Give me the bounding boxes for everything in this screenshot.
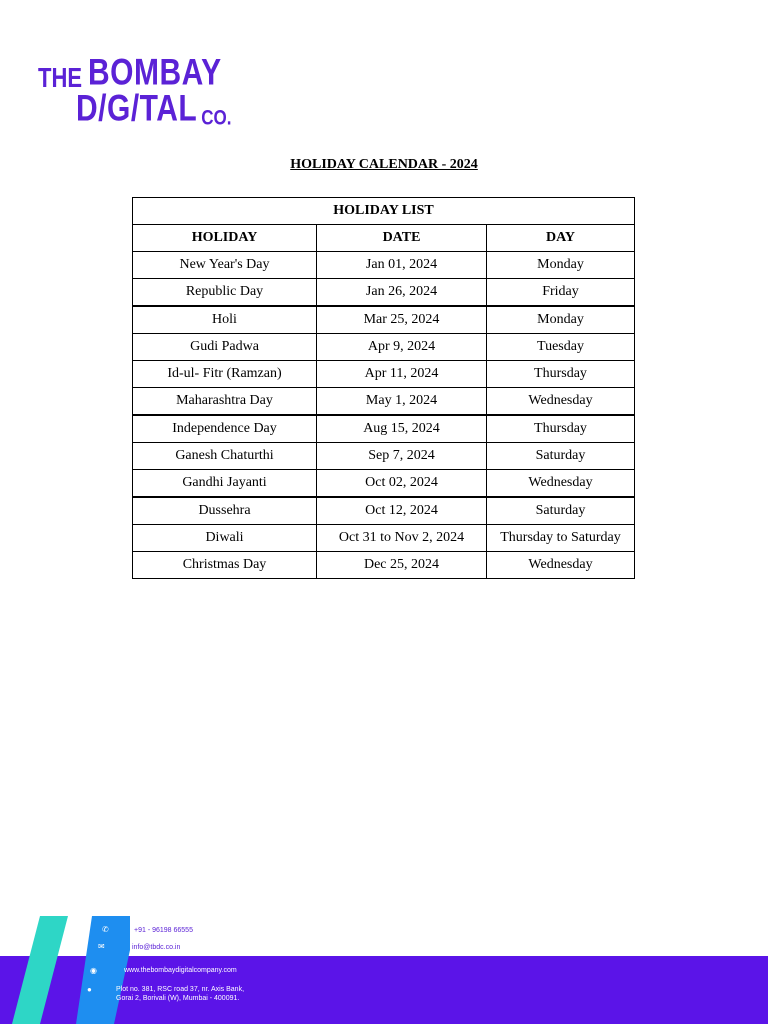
phone-icon: ✆ <box>102 925 109 934</box>
holiday-name: Independence Day <box>133 415 317 443</box>
logo-the: THE <box>38 62 82 94</box>
table-row <box>133 525 635 552</box>
holiday-day: Thursday <box>487 415 635 443</box>
holiday-name: New Year's Day <box>133 252 317 279</box>
holiday-day: Monday <box>487 306 635 334</box>
holiday-name: Republic Day <box>133 279 317 307</box>
column-header-date: DATE <box>317 225 487 252</box>
table-row <box>133 470 635 498</box>
table-row <box>133 361 635 388</box>
table-row <box>133 334 635 361</box>
table-row <box>133 415 635 443</box>
website-text: www.thebombaydigitalcompany.com <box>124 967 237 974</box>
company-logo <box>38 52 232 130</box>
mail-icon: ✉ <box>98 942 105 951</box>
holiday-date: Dec 25, 2024 <box>317 552 487 579</box>
holiday-date: May 1, 2024 <box>317 388 487 416</box>
holiday-day: Monday <box>487 252 635 279</box>
holiday-name: Dussehra <box>133 497 317 525</box>
logo-digital: D/G/TAL <box>76 88 198 130</box>
address-line-2: Gorai 2, Borivali (W), Mumbai - 400091. <box>116 995 240 1002</box>
holiday-day: Wednesday <box>487 388 635 416</box>
table-row <box>133 388 635 416</box>
holiday-date: Apr 11, 2024 <box>317 361 487 388</box>
globe-icon: ◉ <box>90 966 97 975</box>
holiday-date: Apr 9, 2024 <box>317 334 487 361</box>
holiday-day: Wednesday <box>487 552 635 579</box>
holiday-name: Gandhi Jayanti <box>133 470 317 498</box>
column-header-day: DAY <box>487 225 635 252</box>
holiday-date: Aug 15, 2024 <box>317 415 487 443</box>
holiday-date: Oct 12, 2024 <box>317 497 487 525</box>
table-row <box>133 443 635 470</box>
table-row <box>133 497 635 525</box>
email-text: info@tbdc.co.in <box>132 944 181 951</box>
holiday-name: Holi <box>133 306 317 334</box>
holiday-name: Id-ul- Fitr (Ramzan) <box>133 361 317 388</box>
table-row <box>133 279 635 307</box>
holiday-day: Friday <box>487 279 635 307</box>
holiday-day: Saturday <box>487 443 635 470</box>
column-header-holiday: HOLIDAY <box>133 225 317 252</box>
footer-graphic <box>0 900 768 1024</box>
holiday-name: Diwali <box>133 525 317 552</box>
holiday-day: Saturday <box>487 497 635 525</box>
holiday-name: Ganesh Chaturthi <box>133 443 317 470</box>
address-line-1: Plot no. 381, RSC road 37, nr. Axis Bank, <box>116 986 245 993</box>
holiday-day: Wednesday <box>487 470 635 498</box>
holiday-date: Mar 25, 2024 <box>317 306 487 334</box>
holiday-date: Sep 7, 2024 <box>317 443 487 470</box>
table-row <box>133 306 635 334</box>
holiday-date: Oct 02, 2024 <box>317 470 487 498</box>
holiday-day: Thursday <box>487 361 635 388</box>
location-pin-icon: ● <box>87 985 92 994</box>
phone-text: +91 - 96198 66555 <box>134 927 193 934</box>
footer-band <box>0 900 768 1024</box>
holiday-table <box>132 197 635 579</box>
holiday-date: Jan 01, 2024 <box>317 252 487 279</box>
table-header-row <box>133 225 635 252</box>
holiday-date: Jan 26, 2024 <box>317 279 487 307</box>
holiday-name: Gudi Padwa <box>133 334 317 361</box>
holiday-day: Tuesday <box>487 334 635 361</box>
holiday-day: Thursday to Saturday <box>487 525 635 552</box>
table-row <box>133 552 635 579</box>
holiday-name: Christmas Day <box>133 552 317 579</box>
logo-co: CO. <box>201 105 232 130</box>
table-row <box>133 252 635 279</box>
holiday-name: Maharashtra Day <box>133 388 317 416</box>
holiday-date: Oct 31 to Nov 2, 2024 <box>317 525 487 552</box>
logo-bombay: BOMBAY <box>88 52 222 94</box>
table-caption: HOLIDAY LIST <box>133 198 635 225</box>
page-title: HOLIDAY CALENDAR - 2024 <box>290 157 478 172</box>
